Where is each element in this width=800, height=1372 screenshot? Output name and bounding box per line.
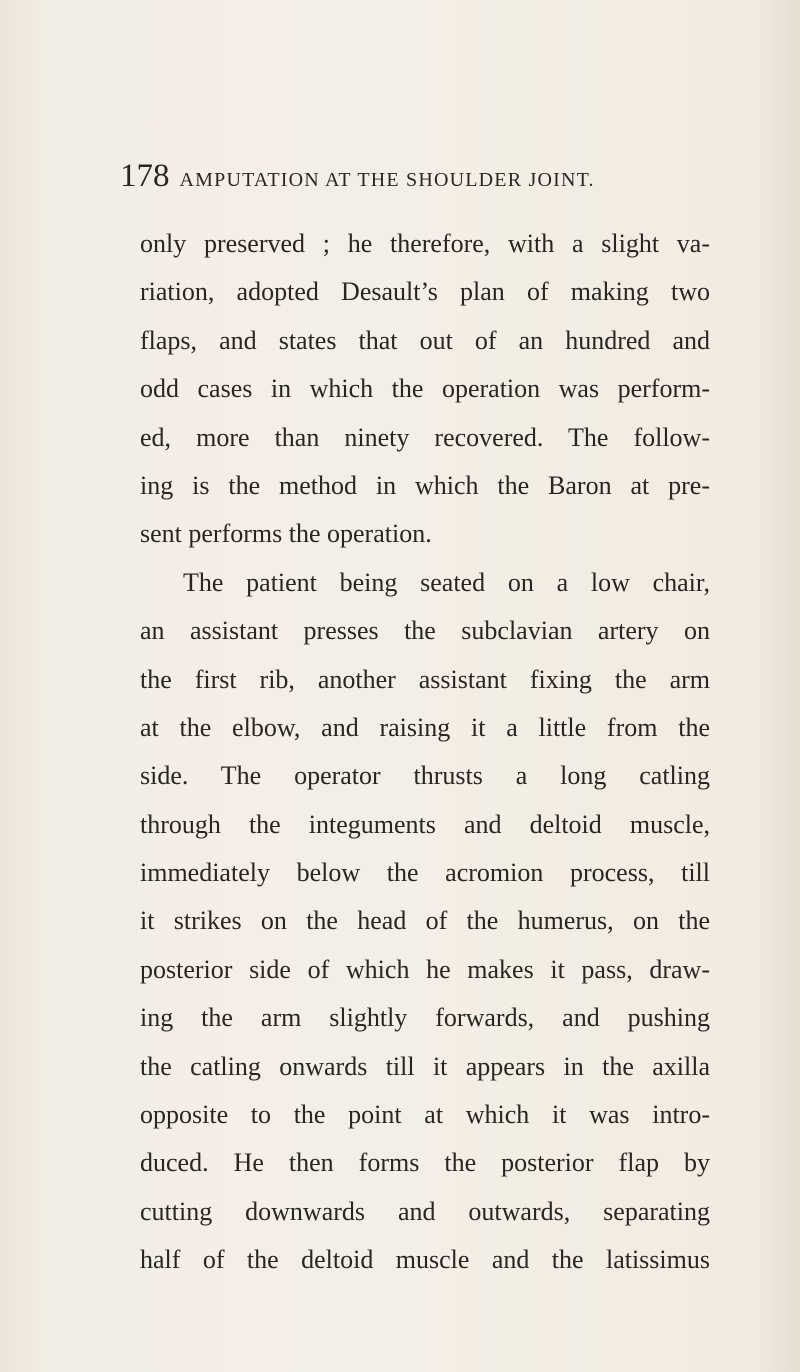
- text-line: it strikes on the head of the humerus, on the: [140, 906, 710, 936]
- text-line: flaps, and states that out of an hundred and: [140, 325, 710, 355]
- running-head: AMPUTATION AT THE SHOULDER JOINT.: [179, 169, 595, 191]
- paragraph-first-line: The patient being seated on a low chair,: [183, 567, 710, 597]
- text-line: riation, adopted Desault’s plan of making two: [140, 277, 710, 307]
- text-line: posterior side of which he makes it pass, draw-: [140, 954, 710, 984]
- text-line: the catling onwards till it appears in the axilla: [140, 1051, 710, 1081]
- text-line: an assistant presses the subclavian artery on: [140, 616, 710, 646]
- text-line: through the integuments and deltoid muscle,: [140, 809, 710, 839]
- text-line: duced. He then forms the posterior flap by: [140, 1148, 710, 1178]
- text-line: ing is the method in which the Baron at pre-: [140, 470, 710, 500]
- text-line: immediately below the acromion process, till: [140, 858, 710, 888]
- text-line: the first rib, another assistant fixing the arm: [140, 664, 710, 694]
- text-line: sent performs the operation.: [140, 519, 432, 549]
- page-header: [120, 158, 720, 198]
- text-line: ing the arm slightly forwards, and pushing: [140, 1003, 710, 1033]
- text-line: odd cases in which the operation was perform-: [140, 374, 710, 404]
- text-line: cutting downwards and outwards, separating: [140, 1196, 710, 1226]
- text-line: only preserved ; he therefore, with a slight va-: [140, 229, 710, 258]
- page-number: 178: [120, 158, 170, 194]
- text-line: side. The operator thrusts a long catling: [140, 761, 710, 791]
- text-line: opposite to the point at which it was intro-: [140, 1100, 710, 1130]
- text-line: at the elbow, and raising it a little from the: [140, 712, 710, 742]
- body-text: [140, 220, 710, 1285]
- text-line: ed, more than ninety recovered. The follow-: [140, 422, 710, 452]
- text-line: half of the deltoid muscle and the latissimus: [140, 1245, 710, 1275]
